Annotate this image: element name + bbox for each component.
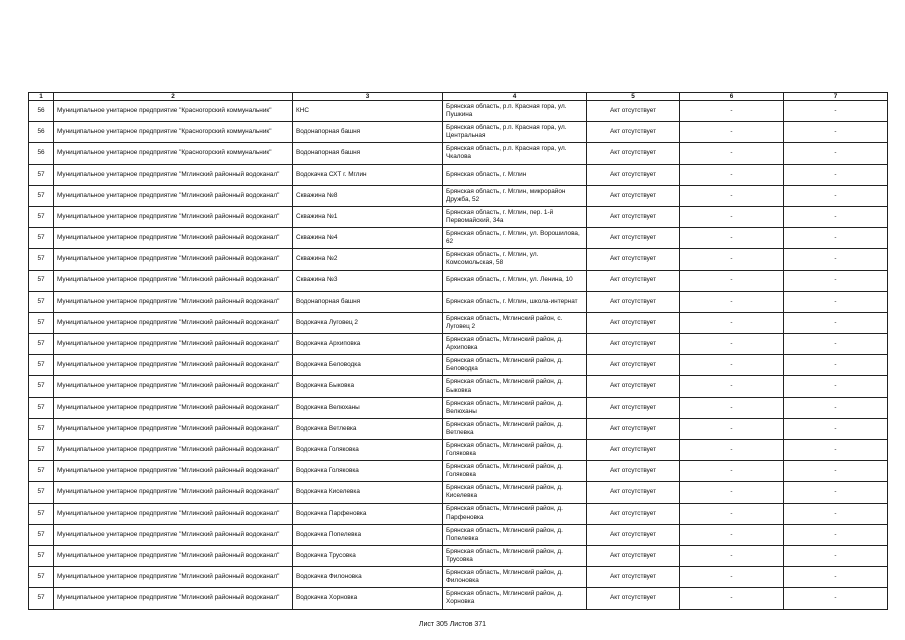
address-cell: Брянская область, р.п. Красная гора, ул. Центральная — [443, 122, 587, 143]
address-cell: Брянская область, г. Мглин, ул. Ворошилова, 62 — [443, 228, 587, 249]
address-cell: Брянская область, Мглинский район, д. Быковка — [443, 376, 587, 397]
table-row — [29, 185, 888, 206]
act-status-cell: Акт отсутствует — [587, 270, 680, 291]
object-name-cell: Водокачка Ветлевка — [293, 418, 443, 439]
act-status-cell: Акт отсутствует — [587, 312, 680, 333]
column-7-cell: - — [784, 143, 888, 164]
object-name-cell: Скважина №2 — [293, 249, 443, 270]
column-6-cell: - — [680, 101, 784, 122]
organization-cell: Муниципальное унитарное предприятие "Мглинский районный водоканал" — [54, 397, 293, 418]
table-row — [29, 312, 888, 333]
act-status-cell: Акт отсутствует — [587, 355, 680, 376]
row-number-cell: 57 — [29, 270, 54, 291]
column-6-cell: - — [680, 291, 784, 312]
table-row — [29, 249, 888, 270]
column-6-cell: - — [680, 122, 784, 143]
page-number: Лист 305 Листов 371 — [418, 621, 487, 628]
column-6-cell: - — [680, 567, 784, 588]
act-status-cell: Акт отсутствует — [587, 545, 680, 566]
column-7-cell: - — [784, 545, 888, 566]
table-row — [29, 334, 888, 355]
organization-cell: Муниципальное унитарное предприятие "Мглинский районный водоканал" — [54, 524, 293, 545]
address-cell: Брянская область, Мглинский район, д. Ветлевка — [443, 418, 587, 439]
row-number-cell: 57 — [29, 567, 54, 588]
column-6-cell: - — [680, 164, 784, 185]
row-number-cell: 57 — [29, 206, 54, 227]
table-row — [29, 482, 888, 503]
row-number-cell: 57 — [29, 185, 54, 206]
object-name-cell: Водокачка Голяковка — [293, 440, 443, 461]
address-cell: Брянская область, р.п. Красная гора, ул. Пушкина — [443, 101, 587, 122]
row-number-cell: 57 — [29, 164, 54, 185]
table-row — [29, 101, 888, 122]
row-number-cell: 57 — [29, 397, 54, 418]
column-6-cell: - — [680, 503, 784, 524]
column-6-cell: - — [680, 588, 784, 609]
row-number-cell: 57 — [29, 228, 54, 249]
organization-cell: Муниципальное унитарное предприятие "Мглинский районный водоканал" — [54, 334, 293, 355]
object-name-cell: Водонапорная башня — [293, 291, 443, 312]
row-number-cell: 56 — [29, 101, 54, 122]
act-status-cell: Акт отсутствует — [587, 164, 680, 185]
object-name-cell: Водокачка Парфеновка — [293, 503, 443, 524]
registry-table — [28, 92, 888, 610]
act-status-cell: Акт отсутствует — [587, 482, 680, 503]
act-status-cell: Акт отсутствует — [587, 143, 680, 164]
address-cell: Брянская область, г. Мглин, пер. 1-й Первомайский, 34а — [443, 206, 587, 227]
row-number-cell: 57 — [29, 545, 54, 566]
row-number-cell: 57 — [29, 524, 54, 545]
organization-cell: Муниципальное унитарное предприятие "Мглинский районный водоканал" — [54, 291, 293, 312]
row-number-cell: 57 — [29, 440, 54, 461]
act-status-cell: Акт отсутствует — [587, 185, 680, 206]
address-cell: Брянская область, Мглинский район, д. Попелевка — [443, 524, 587, 545]
object-name-cell: КНС — [293, 101, 443, 122]
address-cell: Брянская область, Мглинский район, д. Велюханы — [443, 397, 587, 418]
address-cell: Брянская область, Мглинский район, д. Филоновка — [443, 567, 587, 588]
act-status-cell: Акт отсутствует — [587, 228, 680, 249]
table-row — [29, 206, 888, 227]
act-status-cell: Акт отсутствует — [587, 249, 680, 270]
organization-cell: Муниципальное унитарное предприятие "Мглинский районный водоканал" — [54, 482, 293, 503]
col-header-4: 4 — [443, 93, 587, 101]
column-6-cell: - — [680, 334, 784, 355]
column-6-cell: - — [680, 461, 784, 482]
address-cell: Брянская область, г. Мглин, ул. Ленина, 10 — [443, 270, 587, 291]
row-number-cell: 56 — [29, 143, 54, 164]
object-name-cell: Скважина №3 — [293, 270, 443, 291]
column-7-cell: - — [784, 588, 888, 609]
row-number-cell: 56 — [29, 122, 54, 143]
column-7-cell: - — [784, 397, 888, 418]
act-status-cell: Акт отсутствует — [587, 122, 680, 143]
column-6-cell: - — [680, 249, 784, 270]
organization-cell: Муниципальное унитарное предприятие "Красногорский коммунальник" — [54, 122, 293, 143]
act-status-cell: Акт отсутствует — [587, 503, 680, 524]
column-7-cell: - — [784, 524, 888, 545]
row-number-cell: 57 — [29, 461, 54, 482]
organization-cell: Муниципальное унитарное предприятие "Мглинский районный водоканал" — [54, 440, 293, 461]
object-name-cell: Водокачка Луговец 2 — [293, 312, 443, 333]
column-6-cell: - — [680, 143, 784, 164]
address-cell: Брянская область, Мглинский район, д. Трусовка — [443, 545, 587, 566]
table-row — [29, 164, 888, 185]
object-name-cell: Водонапорная башня — [293, 143, 443, 164]
row-number-cell: 57 — [29, 482, 54, 503]
address-cell: Брянская область, Мглинский район, д. Киселевка — [443, 482, 587, 503]
col-header-5: 5 — [587, 93, 680, 101]
column-7-cell: - — [784, 482, 888, 503]
organization-cell: Муниципальное унитарное предприятие "Мглинский районный водоканал" — [54, 545, 293, 566]
row-number-cell: 57 — [29, 249, 54, 270]
object-name-cell: Водокачка Быковка — [293, 376, 443, 397]
organization-cell: Муниципальное унитарное предприятие "Мглинский районный водоканал" — [54, 185, 293, 206]
table-row — [29, 461, 888, 482]
object-name-cell: Водокачка Киселевка — [293, 482, 443, 503]
column-6-cell: - — [680, 545, 784, 566]
column-7-cell: - — [784, 249, 888, 270]
row-number-cell: 57 — [29, 588, 54, 609]
address-cell: Брянская область, г. Мглин — [443, 164, 587, 185]
organization-cell: Муниципальное унитарное предприятие "Мглинский районный водоканал" — [54, 376, 293, 397]
address-cell: Брянская область, Мглинский район, д. Голяковка — [443, 461, 587, 482]
column-6-cell: - — [680, 228, 784, 249]
address-cell: Брянская область, Мглинский район, с. Луговец 2 — [443, 312, 587, 333]
row-number-cell: 57 — [29, 503, 54, 524]
col-header-1: 1 — [29, 93, 54, 101]
col-header-7: 7 — [784, 93, 888, 101]
act-status-cell: Акт отсутствует — [587, 334, 680, 355]
address-cell: Брянская область, Мглинский район, д. Парфеновка — [443, 503, 587, 524]
column-7-cell: - — [784, 291, 888, 312]
column-7-cell: - — [784, 101, 888, 122]
table-row — [29, 567, 888, 588]
header-row — [29, 93, 888, 101]
organization-cell: Муниципальное унитарное предприятие "Мглинский районный водоканал" — [54, 312, 293, 333]
column-7-cell: - — [784, 355, 888, 376]
address-cell: Брянская область, г. Мглин, школа-интернат — [443, 291, 587, 312]
object-name-cell: Водокачка Попелевка — [293, 524, 443, 545]
row-number-cell: 57 — [29, 334, 54, 355]
object-name-cell: Водокачка Филоновка — [293, 567, 443, 588]
address-cell: Брянская область, Мглинский район, д. Беловодка — [443, 355, 587, 376]
table-body — [29, 101, 888, 610]
table-row — [29, 376, 888, 397]
col-header-3: 3 — [293, 93, 443, 101]
address-cell: Брянская область, г. Мглин, микрорайон Дружба, 52 — [443, 185, 587, 206]
object-name-cell: Водокачка Хорновка — [293, 588, 443, 609]
organization-cell: Муниципальное унитарное предприятие "Мглинский районный водоканал" — [54, 206, 293, 227]
organization-cell: Муниципальное унитарное предприятие "Мглинский районный водоканал" — [54, 418, 293, 439]
column-6-cell: - — [680, 418, 784, 439]
table-row — [29, 524, 888, 545]
object-name-cell: Водокачка Голяковка — [293, 461, 443, 482]
column-6-cell: - — [680, 185, 784, 206]
act-status-cell: Акт отсутствует — [587, 588, 680, 609]
act-status-cell: Акт отсутствует — [587, 567, 680, 588]
object-name-cell: Водонапорная башня — [293, 122, 443, 143]
act-status-cell: Акт отсутствует — [587, 440, 680, 461]
object-name-cell: Скважина №8 — [293, 185, 443, 206]
table-row — [29, 228, 888, 249]
act-status-cell: Акт отсутствует — [587, 101, 680, 122]
object-name-cell: Скважина №1 — [293, 206, 443, 227]
table-row — [29, 270, 888, 291]
column-6-cell: - — [680, 355, 784, 376]
act-status-cell: Акт отсутствует — [587, 291, 680, 312]
organization-cell: Муниципальное унитарное предприятие "Красногорский коммунальник" — [54, 101, 293, 122]
column-7-cell: - — [784, 206, 888, 227]
organization-cell: Муниципальное унитарное предприятие "Мглинский районный водоканал" — [54, 567, 293, 588]
object-name-cell: Водокачка Беловодка — [293, 355, 443, 376]
organization-cell: Муниципальное унитарное предприятие "Мглинский районный водоканал" — [54, 270, 293, 291]
row-number-cell: 57 — [29, 291, 54, 312]
table-row — [29, 503, 888, 524]
act-status-cell: Акт отсутствует — [587, 418, 680, 439]
row-number-cell: 57 — [29, 418, 54, 439]
table-row — [29, 355, 888, 376]
column-6-cell: - — [680, 524, 784, 545]
column-6-cell: - — [680, 440, 784, 461]
organization-cell: Муниципальное унитарное предприятие "Мглинский районный водоканал" — [54, 588, 293, 609]
table-row — [29, 588, 888, 609]
row-number-cell: 57 — [29, 312, 54, 333]
row-number-cell: 57 — [29, 376, 54, 397]
column-7-cell: - — [784, 270, 888, 291]
column-7-cell: - — [784, 334, 888, 355]
column-6-cell: - — [680, 270, 784, 291]
address-cell: Брянская область, Мглинский район, д. Хорновка — [443, 588, 587, 609]
table-row — [29, 122, 888, 143]
address-cell: Брянская область, Мглинский район, д. Архиповка — [443, 334, 587, 355]
object-name-cell: Скважина №4 — [293, 228, 443, 249]
col-header-6: 6 — [680, 93, 784, 101]
table-row — [29, 418, 888, 439]
object-name-cell: Водокачка СХТ г. Мглин — [293, 164, 443, 185]
col-header-2: 2 — [54, 93, 293, 101]
column-7-cell: - — [784, 122, 888, 143]
object-name-cell: Водокачка Велюханы — [293, 397, 443, 418]
act-status-cell: Акт отсутствует — [587, 397, 680, 418]
table-row — [29, 440, 888, 461]
act-status-cell: Акт отсутствует — [587, 461, 680, 482]
act-status-cell: Акт отсутствует — [587, 376, 680, 397]
table-row — [29, 291, 888, 312]
organization-cell: Муниципальное унитарное предприятие "Мглинский районный водоканал" — [54, 249, 293, 270]
row-number-cell: 57 — [29, 355, 54, 376]
organization-cell: Муниципальное унитарное предприятие "Мглинский районный водоканал" — [54, 164, 293, 185]
column-7-cell: - — [784, 440, 888, 461]
organization-cell: Муниципальное унитарное предприятие "Мглинский районный водоканал" — [54, 228, 293, 249]
column-7-cell: - — [784, 312, 888, 333]
address-cell: Брянская область, р.п. Красная гора, ул. Чкалова — [443, 143, 587, 164]
act-status-cell: Акт отсутствует — [587, 206, 680, 227]
column-6-cell: - — [680, 482, 784, 503]
column-7-cell: - — [784, 164, 888, 185]
organization-cell: Муниципальное унитарное предприятие "Красногорский коммунальник" — [54, 143, 293, 164]
column-7-cell: - — [784, 185, 888, 206]
address-cell: Брянская область, Мглинский район, д. Голяковка — [443, 440, 587, 461]
column-7-cell: - — [784, 503, 888, 524]
table-row — [29, 545, 888, 566]
table-row — [29, 143, 888, 164]
organization-cell: Муниципальное унитарное предприятие "Мглинский районный водоканал" — [54, 503, 293, 524]
object-name-cell: Водокачка Архиповка — [293, 334, 443, 355]
object-name-cell: Водокачка Трусовка — [293, 545, 443, 566]
act-status-cell: Акт отсутствует — [587, 524, 680, 545]
table-row — [29, 397, 888, 418]
column-7-cell: - — [784, 376, 888, 397]
column-6-cell: - — [680, 376, 784, 397]
column-7-cell: - — [784, 567, 888, 588]
column-7-cell: - — [784, 228, 888, 249]
column-6-cell: - — [680, 206, 784, 227]
column-7-cell: - — [784, 461, 888, 482]
column-6-cell: - — [680, 397, 784, 418]
address-cell: Брянская область, г. Мглин, ул. Комсомольская, 58 — [443, 249, 587, 270]
organization-cell: Муниципальное унитарное предприятие "Мглинский районный водоканал" — [54, 461, 293, 482]
organization-cell: Муниципальное унитарное предприятие "Мглинский районный водоканал" — [54, 355, 293, 376]
column-7-cell: - — [784, 418, 888, 439]
column-6-cell: - — [680, 312, 784, 333]
